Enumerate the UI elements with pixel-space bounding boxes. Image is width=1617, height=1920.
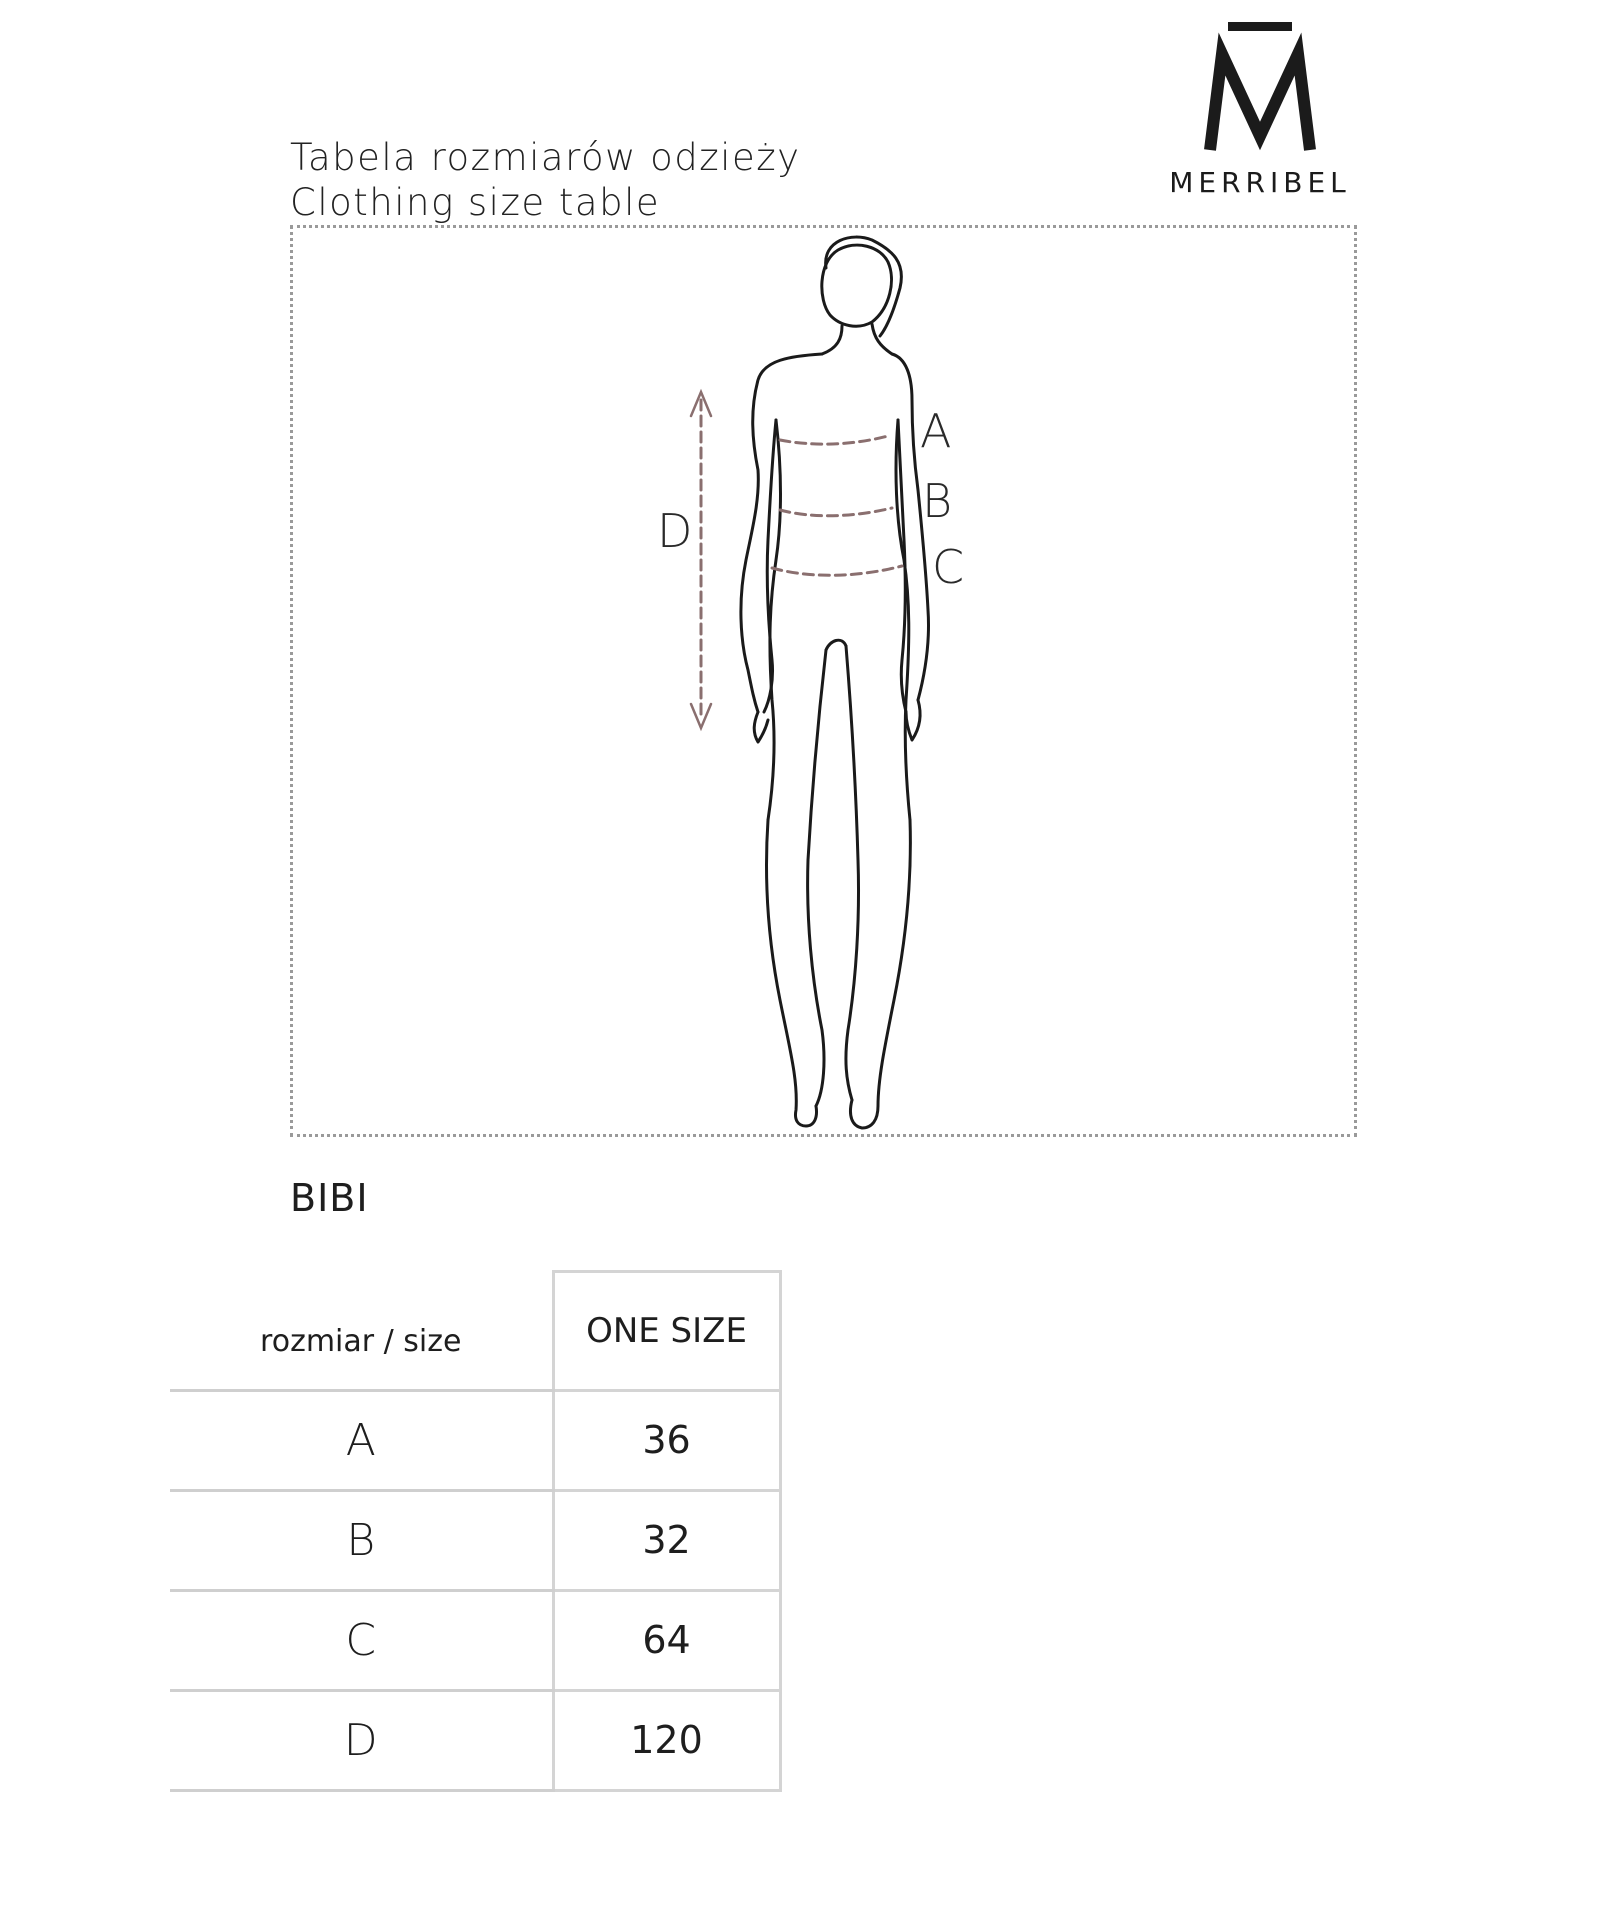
measure-label-a: A: [920, 404, 952, 458]
row-value: 32: [553, 1490, 780, 1590]
row-key: C: [170, 1590, 553, 1690]
title-polish: Tabela rozmiarów odzieży: [290, 136, 801, 179]
table-header-row: [170, 1272, 780, 1391]
figure-frame: [290, 225, 1357, 1137]
row-value: 64: [553, 1590, 780, 1690]
row-key: D: [170, 1690, 553, 1790]
measure-label-d: D: [657, 504, 693, 558]
brand-name: MERRIBEL: [1169, 166, 1351, 199]
table-row: [170, 1690, 780, 1790]
size-table: [170, 1270, 782, 1792]
row-key: A: [170, 1390, 553, 1490]
header-size-label: rozmiar / size: [170, 1272, 553, 1391]
measure-label-b: B: [922, 474, 953, 528]
measure-label-c: C: [932, 540, 965, 594]
brand-logo: [1140, 20, 1380, 205]
merribel-logo-mark-icon: [1200, 20, 1320, 155]
title-english: Clothing size table: [290, 181, 661, 224]
row-key: B: [170, 1490, 553, 1590]
table-row: [170, 1490, 780, 1590]
product-name: BIBI: [290, 1176, 369, 1220]
row-value: 36: [553, 1390, 780, 1490]
row-value: 120: [553, 1690, 780, 1790]
table-row: [170, 1590, 780, 1690]
header-one-size: ONE SIZE: [553, 1272, 780, 1391]
table-row: [170, 1390, 780, 1490]
